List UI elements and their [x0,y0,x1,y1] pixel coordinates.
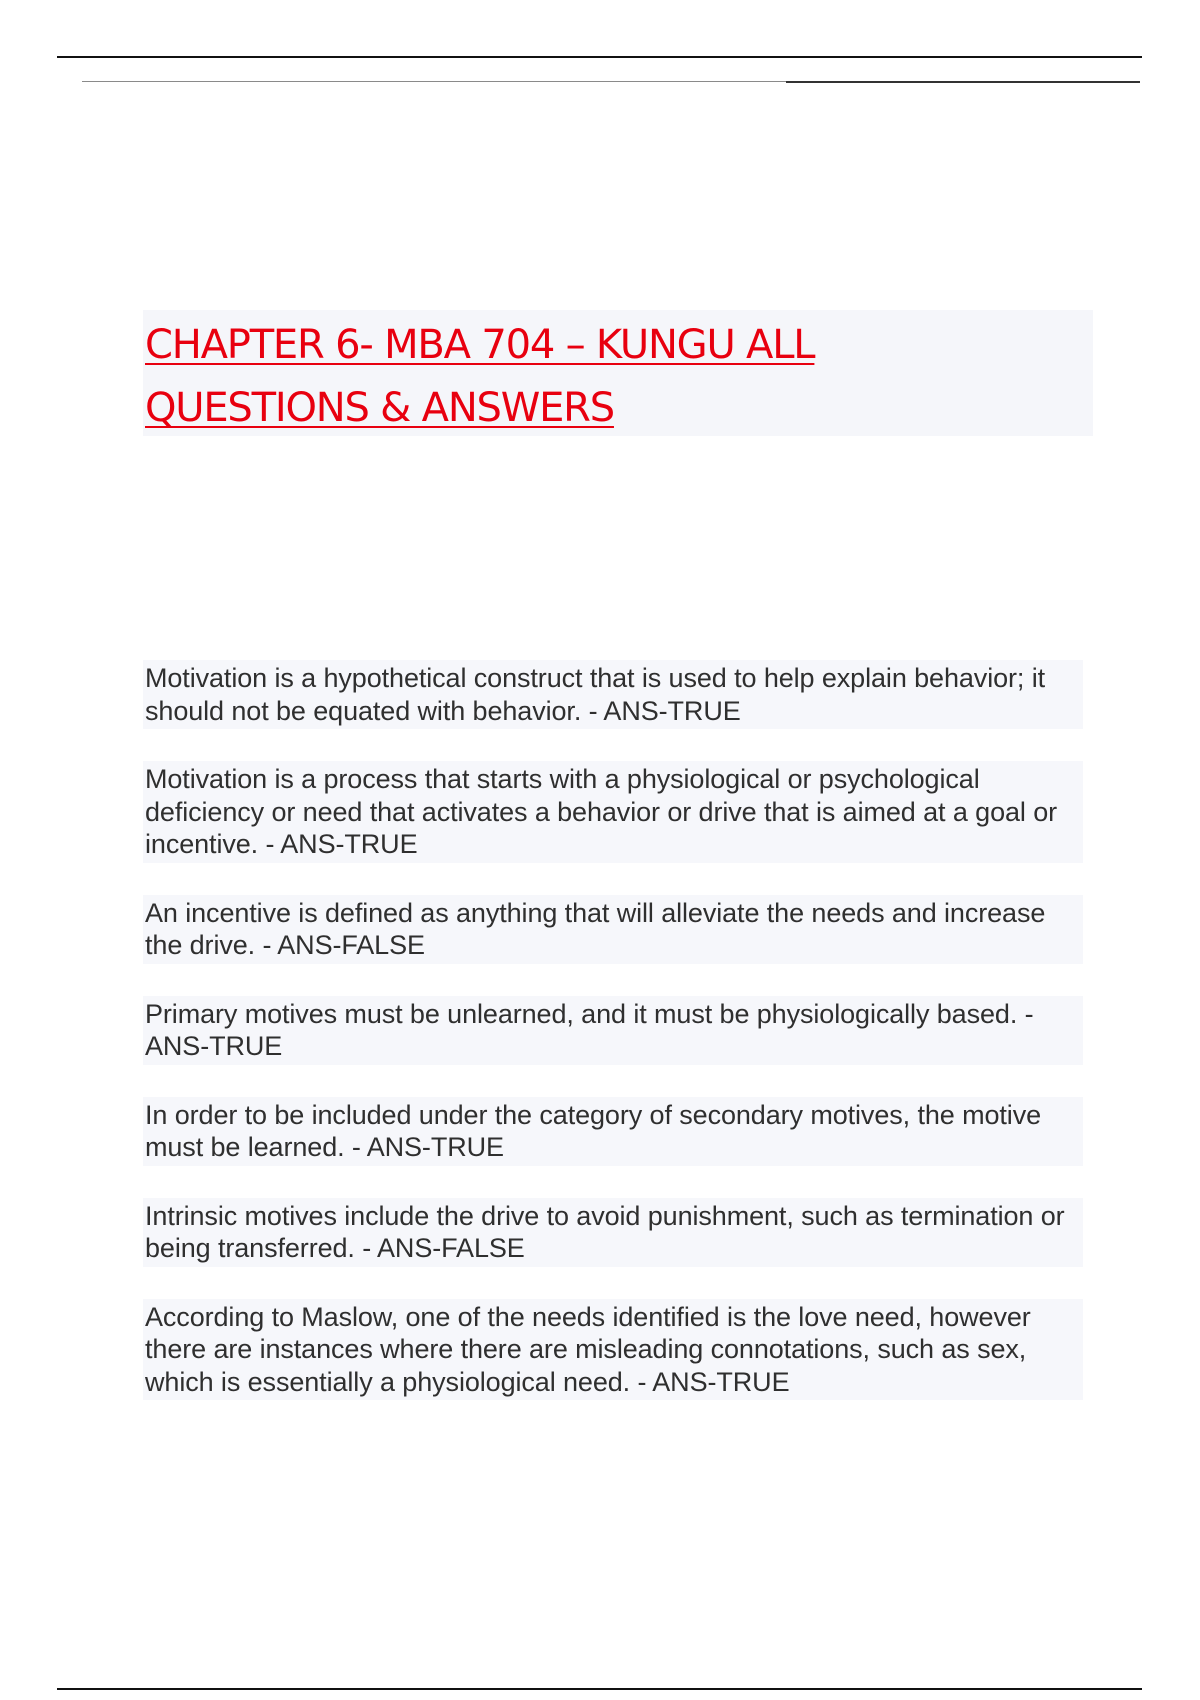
qa-list [143,660,1083,1432]
qa-item-5: In order to be included under the category of secondary motives, the motive must be learned. - ANS-TRUE [143,1097,1083,1166]
qa-item-2: Motivation is a process that starts with a physiological or psychological deficiency or need that activates a behavior or drive that is aimed at a goal or incentive. - ANS-TRUE [143,761,1083,863]
header-rule [57,56,1142,58]
qa-item-1: Motivation is a hypothetical construct that is used to help explain behavior; it should not be equated with behavior. - ANS-TRUE [143,660,1083,729]
footer-rule [57,1688,1142,1690]
qa-item-6: Intrinsic motives include the drive to avoid punishment, such as termination or being transferred. - ANS-FALSE [143,1198,1083,1267]
qa-item-4: Primary motives must be unlearned, and it must be physiologically based. - ANS-TRUE [143,996,1083,1065]
document-title [143,310,1093,436]
qa-item-7: According to Maslow, one of the needs identified is the love need, however there are instances where there are misleading connotations, such as sex, which is essentially a physiological need. - ANS-TRUE [143,1299,1083,1401]
title-line-1: CHAPTER 6- MBA 704 – KUNGU ALL [145,322,815,368]
header-subrule-accent [786,81,1140,83]
qa-item-3: An incentive is defined as anything that will alleviate the needs and increase the drive. - ANS-FALSE [143,895,1083,964]
title-line-2: QUESTIONS & ANSWERS [145,385,614,431]
